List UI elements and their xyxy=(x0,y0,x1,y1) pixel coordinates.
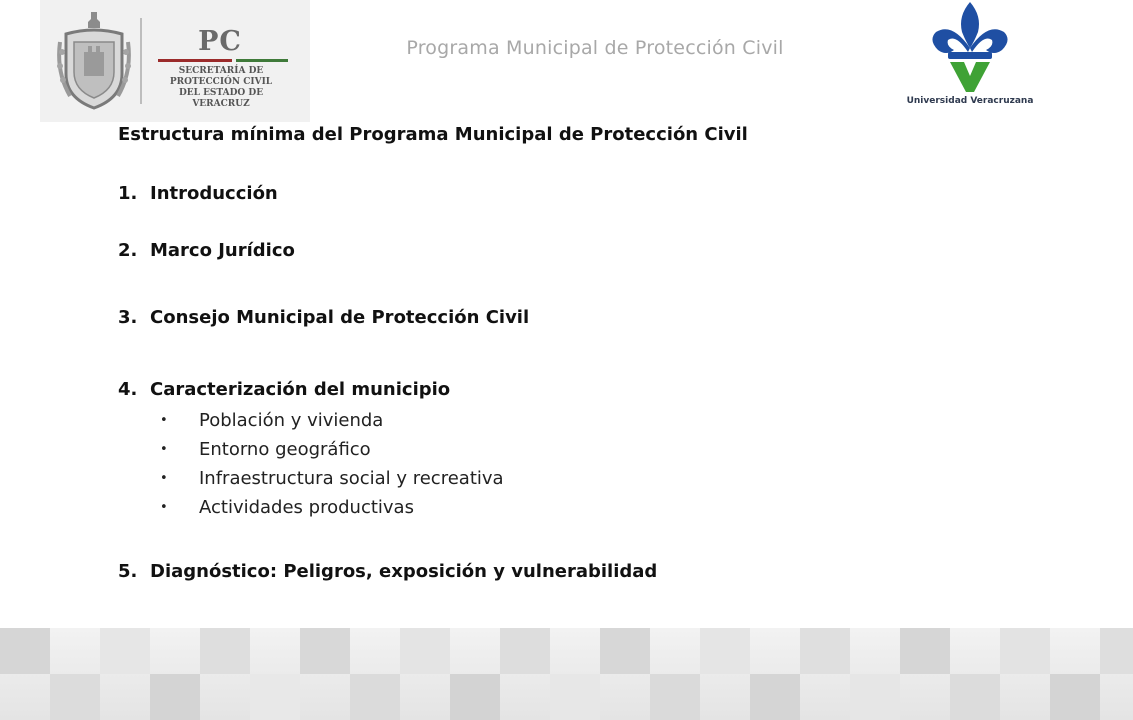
list-item xyxy=(160,435,504,464)
section-number: 4. xyxy=(118,379,138,400)
list-item xyxy=(160,406,504,435)
footer-pattern xyxy=(0,628,1133,720)
section-label: Diagnóstico: Peligros, exposición y vulnerabilidad xyxy=(150,561,658,582)
list-item-label: Población y vivienda xyxy=(199,410,384,431)
list-item-label: Entorno geográfico xyxy=(199,439,371,460)
document-title: Estructura mínima del Programa Municipal de Protección Civil xyxy=(118,124,748,145)
pattern-tile xyxy=(100,628,150,674)
pattern-tile xyxy=(650,674,700,720)
bullet-icon: • xyxy=(160,413,168,428)
pattern-tile xyxy=(800,628,850,674)
pc-veracruz-logo xyxy=(40,0,310,122)
list-item-label: Infraestructura social y recreativa xyxy=(199,468,504,489)
pattern-tile xyxy=(900,628,950,674)
pc-rule-red xyxy=(158,59,232,62)
pattern-tile xyxy=(1050,674,1100,720)
pattern-tile xyxy=(0,628,50,674)
pattern-tile xyxy=(200,628,250,674)
logo-divider xyxy=(140,18,142,104)
pc-org-line: SECRETARÍA DE xyxy=(178,66,264,76)
uv-name: Universidad Veracruzana xyxy=(906,96,1034,106)
pattern-tile xyxy=(750,674,800,720)
section-label: Consejo Municipal de Protección Civil xyxy=(150,307,530,328)
pattern-tile xyxy=(500,628,550,674)
pattern-tile xyxy=(700,628,750,674)
section-label: Marco Jurídico xyxy=(150,240,295,261)
section-number: 5. xyxy=(118,561,138,582)
section-number: 1. xyxy=(118,183,138,204)
caracterizacion-items xyxy=(160,406,504,522)
bullet-icon: • xyxy=(160,500,168,515)
list-item-label: Actividades productivas xyxy=(199,497,414,518)
pattern-tile xyxy=(150,674,200,720)
universidad-veracruzana-logo-icon xyxy=(930,2,1010,94)
pc-org-line: PROTECCIÓN CIVIL xyxy=(169,77,273,87)
bullet-icon: • xyxy=(160,442,168,457)
pattern-tile xyxy=(250,674,300,720)
pc-org-name xyxy=(150,66,292,110)
pattern-tile xyxy=(50,674,100,720)
pattern-tile xyxy=(1000,628,1050,674)
list-item xyxy=(160,493,504,522)
section-caracterizacion xyxy=(118,379,450,400)
section-marco-juridico xyxy=(118,240,295,261)
pattern-tile xyxy=(400,628,450,674)
pc-rule-green xyxy=(236,59,288,62)
pattern-tile xyxy=(450,674,500,720)
header-title: Programa Municipal de Protección Civil xyxy=(406,37,784,59)
pattern-tile xyxy=(350,674,400,720)
section-diagnostico xyxy=(118,561,657,582)
section-consejo-municipal xyxy=(118,307,529,328)
pc-org-line: DEL ESTADO DE VERACRUZ xyxy=(178,88,264,109)
section-label: Caracterización del municipio xyxy=(150,379,451,400)
veracruz-coat-of-arms-icon xyxy=(56,12,132,112)
pattern-tile xyxy=(1100,628,1133,674)
section-number: 2. xyxy=(118,240,138,261)
bullet-icon: • xyxy=(160,471,168,486)
pattern-tile xyxy=(950,674,1000,720)
section-label: Introducción xyxy=(150,183,278,204)
pattern-tile xyxy=(550,674,600,720)
section-number: 3. xyxy=(118,307,138,328)
pattern-tile xyxy=(600,628,650,674)
pattern-tile xyxy=(300,628,350,674)
list-item xyxy=(160,464,504,493)
section-introduccion xyxy=(118,183,278,204)
pc-mark: PC xyxy=(198,26,242,57)
pattern-tile xyxy=(850,674,900,720)
